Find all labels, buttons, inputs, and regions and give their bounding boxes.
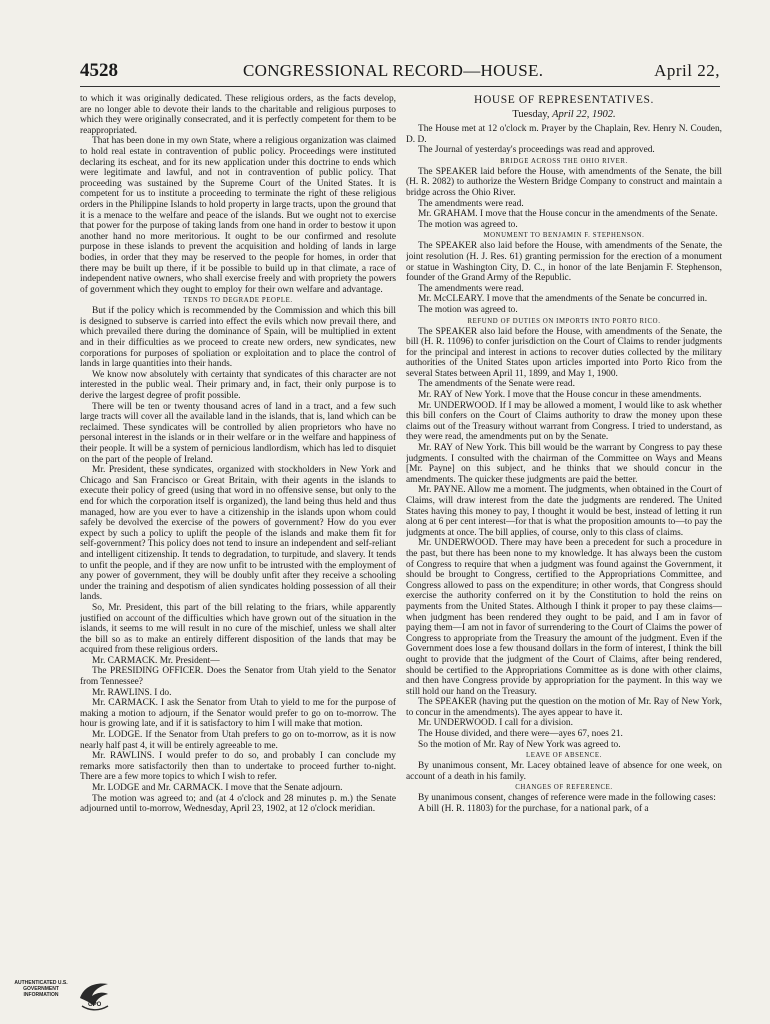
section-subheading: REFUND OF DUTIES ON IMPORTS INTO PORTO RICO.: [467, 317, 661, 325]
page-header: [80, 60, 720, 86]
paragraph: So the motion of Mr. Ray of New York was agreed to.: [418, 739, 621, 750]
section-subheading: BRIDGE ACROSS THE OHIO RIVER.: [500, 157, 628, 165]
left-column: [80, 94, 396, 989]
gpo-authentication-seal: [8, 976, 108, 1018]
paragraph: The SPEAKER also laid before the House, with amendments of the Senate, the joint resolution (H. J. Res. 61) granting permission for the erection of a monument or statue in Washington City, D. C., in honor of the late Benjamin F. Stephenson, founder of the Grand Army of the Republic.: [406, 241, 722, 284]
paragraph: The motion was agreed to; and (at 4 o'clock and 28 minutes p. m.) the Senate adjourned until to-morrow, Wednesday, April 23, 1902, at 12 o'clock meridian.: [80, 793, 396, 815]
paragraph: Mr. UNDERWOOD. There may have been a precedent for such a procedure in the past, but there has been none to my knowledge. It has always been the custom of Congress to require that when a judgment was found against the Government, it should be brought to Congress, certified to the Appropriations Committee, and Congress allowed to pass on the expenditure; in other words, that Congress should exercise the authority conferred on it by the Constitution to hold the reins on payments from the United States. Although I think it proper to pay these claims—when judgment has been rendered they ought to be paid, and I am in favor of paying them—I am not in favor of surrendering to the Court of Claims the power of Congress to appropriate from the Treasury the amount of the judgment. Even if the Government does lose a few thousand dollars in the form of interest, I think the bill ought to provide that the judgment of the Court of Claims, after being rendered, should be certified to the Appropriations Committee as is done with other claims, and then have Congress provide by appropriation for the payment. In this way we still hold our hand on the Treasury.: [406, 538, 722, 697]
paragraph: The Journal of yesterday's proceedings was read and approved.: [418, 145, 655, 156]
paragraph: By unanimous consent, changes of reference were made in the following cases:: [418, 793, 716, 804]
paragraph: The amendments were read.: [418, 198, 524, 209]
paragraph: The amendments were read.: [418, 283, 524, 294]
paragraph: So, Mr. President, this part of the bill relating to the friars, while apparently justified on account of the difficulties which have grown out of the situation in the islands, it seems to me will result in no cure of the mischief, unless we shall alter the bill so as to make an entirely different disposition of the lands that may be acquired from these religious orders.: [80, 602, 396, 656]
paragraph: The amendments of the Senate were read.: [418, 379, 575, 390]
section-subheading: MONUMENT TO BENJAMIN F. STEPHENSON.: [483, 232, 645, 240]
section-title: HOUSE OF REPRESENTATIVES.: [474, 94, 654, 106]
session-day: Tuesday,: [512, 109, 553, 120]
paragraph: The House met at 12 o'clock m. Prayer by the Chaplain, Rev. Henry N. Couden, D. D.: [406, 124, 722, 145]
page-number: 4528: [80, 60, 118, 81]
paragraph: The motion was agreed to.: [418, 219, 518, 230]
paragraph: Mr. GRAHAM. I move that the House concur in the amendments of the Senate.: [418, 209, 718, 220]
session-date: [406, 109, 722, 120]
paragraph: The SPEAKER laid before the House, with amendments of the Senate, the bill (H. R. 2082) to authorize the Western Bridge Company to construct and maintain a bridge across the Ohio River.: [406, 166, 722, 198]
paragraph: Mr. RAWLINS. I do.: [92, 687, 172, 698]
paragraph: We know now absolutely with certainty that syndicates of this character are not interested in the public weal. Their primary and, in fact, their only purpose is to derive the largest degree of profit possible.: [80, 369, 396, 402]
section-subheading: TENDS TO DEGRADE PEOPLE.: [183, 297, 293, 305]
section-subheading: LEAVE OF ABSENCE.: [526, 752, 602, 760]
paragraph: to which it was originally dedicated. These religious orders, as the facts develop, are no longer able to devote their lands to the charitable and religious purposes to which they were originally consecrated, and it is perfectly competent for them to be reappropriated.: [80, 94, 396, 136]
paragraph: That has been done in my own State, where a religious organization was claimed to hold real estate in contravention of public policy. Proceedings were instituted declaring its escheat, and for its new application under this doctrine to ends which were legitimate and lawful, and not in contravention of public policy. That proceeding was sustained by the Supreme Court of the United States. It is competent for us to institute a proceeding to terminate the right of these religious orders in the Philippine Islands to hold property in large tracts, upon the ground that it is a menace to the welfare and peace of the islands. But we ought not to exercise that power for the purpose of taking lands from one hand in order to bestow it upon another hand no more meritorious. It ought to be our confirmed and resolute purpose in these islands to prevent the acquisition and holding of lands in large bodies, in order that they may be reserved to the people for homes, in order that there may be built up there, if it be possible to build up in that climate, a race of independent native owners, who shall exercise freely and with propriety the powers of government which they ought to employ for their own welfare and advantage.: [80, 136, 396, 295]
paragraph: Mr. LODGE. If the Senator from Utah prefers to go on to-morrow, as it is now nearly half past 4, it will be entirely agreeable to me.: [80, 730, 396, 751]
header-rule: [80, 86, 720, 87]
section-subheading: CHANGES OF REFERENCE.: [515, 784, 613, 792]
paragraph: A bill (H. R. 11803) for the purchase, for a national park, of a: [418, 804, 649, 815]
paragraph: But if the policy which is recommended by the Commission and which this bill is designed to subserve is carried into effect the evils which now prevail there, and which prevailed there during the dominance of Spain, will be multiplied in extent and in their difficulties as we proceed to create new orders, new syndicates, new corporations for purposes of spoliation or exploitation and to place the control of lands in large quantities into their hands.: [80, 306, 396, 370]
paragraph: Mr. UNDERWOOD. If I may be allowed a moment, I would like to ask whether this bill confers on the Court of Claims authority to draw the money upon these claims out of the Treasury without warrant from Congress. I tried to understand, as they were read, the amendments put on by the Senate.: [406, 400, 722, 443]
eagle-logo-icon: [74, 976, 114, 1016]
paragraph: Mr. RAY of New York. I move that the House concur in these amendments.: [418, 390, 702, 401]
paragraph: Mr. LODGE and Mr. CARMACK. I move that the Senate adjourn.: [92, 783, 343, 793]
paragraph: The motion was agreed to.: [418, 304, 518, 315]
gpo-label: GPO: [88, 1002, 102, 1008]
paragraph: Mr. McCLEARY. I move that the amendments of the Senate be concurred in.: [418, 294, 708, 305]
seal-text: AUTHENTICATED U.S. GOVERNMENT INFORMATION: [14, 980, 68, 998]
paragraph: The PRESIDING OFFICER. Does the Senator from Utah yield to the Senator from Tennessee?: [80, 666, 396, 688]
header-date: April 22,: [654, 61, 720, 80]
paragraph: Mr. RAY of New York. This bill would be the warrant by Congress to pay these judgments. I consulted with the chairman of the Committee on Ways and Means [Mr. Payne] on this subject, and he thinks that we should concur in the amendments. The quicker these judgments are paid the better.: [406, 443, 722, 485]
paragraph: The SPEAKER (having put the question on the motion of Mr. Ray of New York, to concur in the amendments). The ayes appear to have it.: [406, 697, 722, 718]
paragraph: The House divided, and there were—ayes 67, noes 21.: [418, 729, 623, 740]
paragraph: Mr. CARMACK. Mr. President—: [92, 655, 220, 666]
paragraph: Mr. CARMACK. I ask the Senator from Utah to yield to me for the purpose of making a motion to adjourn, if the Senator would prefer to go on to-morrow. The hour is growing late, and if it is satisfactory to him I will make that motion.: [80, 698, 396, 730]
right-column: [406, 94, 722, 989]
paragraph: There will be ten or twenty thousand acres of land in a tract, and a few such large tracts will cover all the available land in the islands, that is, land which can be reclaimed. These syndicates will be controlled by alien proprietors who have no personal interest in the islands or in their welfare or in the welfare and happiness of their people. It will be a system of pernicious landlordism, which has led to disquiet on the part of the people of Ireland.: [80, 401, 396, 465]
paragraph: Mr. President, these syndicates, organized with stockholders in New York and Chicago and San Francisco or Great Britain, with their agents in the islands to execute their policy of greed (using that word in no offensive sense, but only to the end for which the corporation itself is organized), the land being thus held and thus managed, how are you ever to have a citizenship in the islands upon whom could safely be devolved the exercise of the powers of government? How do you ever expect by such a policy to uplift the people of the islands and make them fit for self-government? This policy does not tend to insure an independent and self-reliant and intelligent citizenship. It tends to degradation, to turpitude, and slavery. It tends to unfit the people, and if they are now unfit to be intrusted with the employment of any power of government, they will be doubly unfit after they receive a schooling under the training and despotism of alien syndicates holding possession of all their lands.: [80, 465, 396, 603]
paragraph: By unanimous consent, Mr. Lacey obtained leave of absence for one week, on account of a death in his family.: [406, 761, 722, 782]
paragraph: Mr. PAYNE. Allow me a moment. The judgments, when obtained in the Court of Claims, will draw interest from the date the judgments are rendered. The United States having this money to pay, I thought it would be best, instead of letting it run along at 6 per cent interest—for that is what the proposition amounts to—to pay the judgments at once. The bill applies, of course, only to this class of claims.: [406, 485, 722, 538]
paragraph: The SPEAKER also laid before the House, with amendments of the Senate, the bill (H. R. 11096) to confer jurisdiction on the Court of Claims to render judgments for the principal and interest in actions to recover duties collected by the military authorities of the United States upon articles imported into Porto Rico from the several States between April 11, 1899, and May 1, 1900.: [406, 326, 722, 379]
session-date-italic: April 22, 1902.: [552, 109, 616, 120]
paragraph: Mr. UNDERWOOD. I call for a division.: [418, 718, 573, 729]
paragraph: Mr. RAWLINS. I would prefer to do so, and probably I can conclude my remarks more satisfactorily then than to undertake to proceed further to-night. There are a few more topics to which I wish to refer.: [80, 751, 396, 783]
running-title: CONGRESSIONAL RECORD—HOUSE.: [243, 61, 544, 80]
